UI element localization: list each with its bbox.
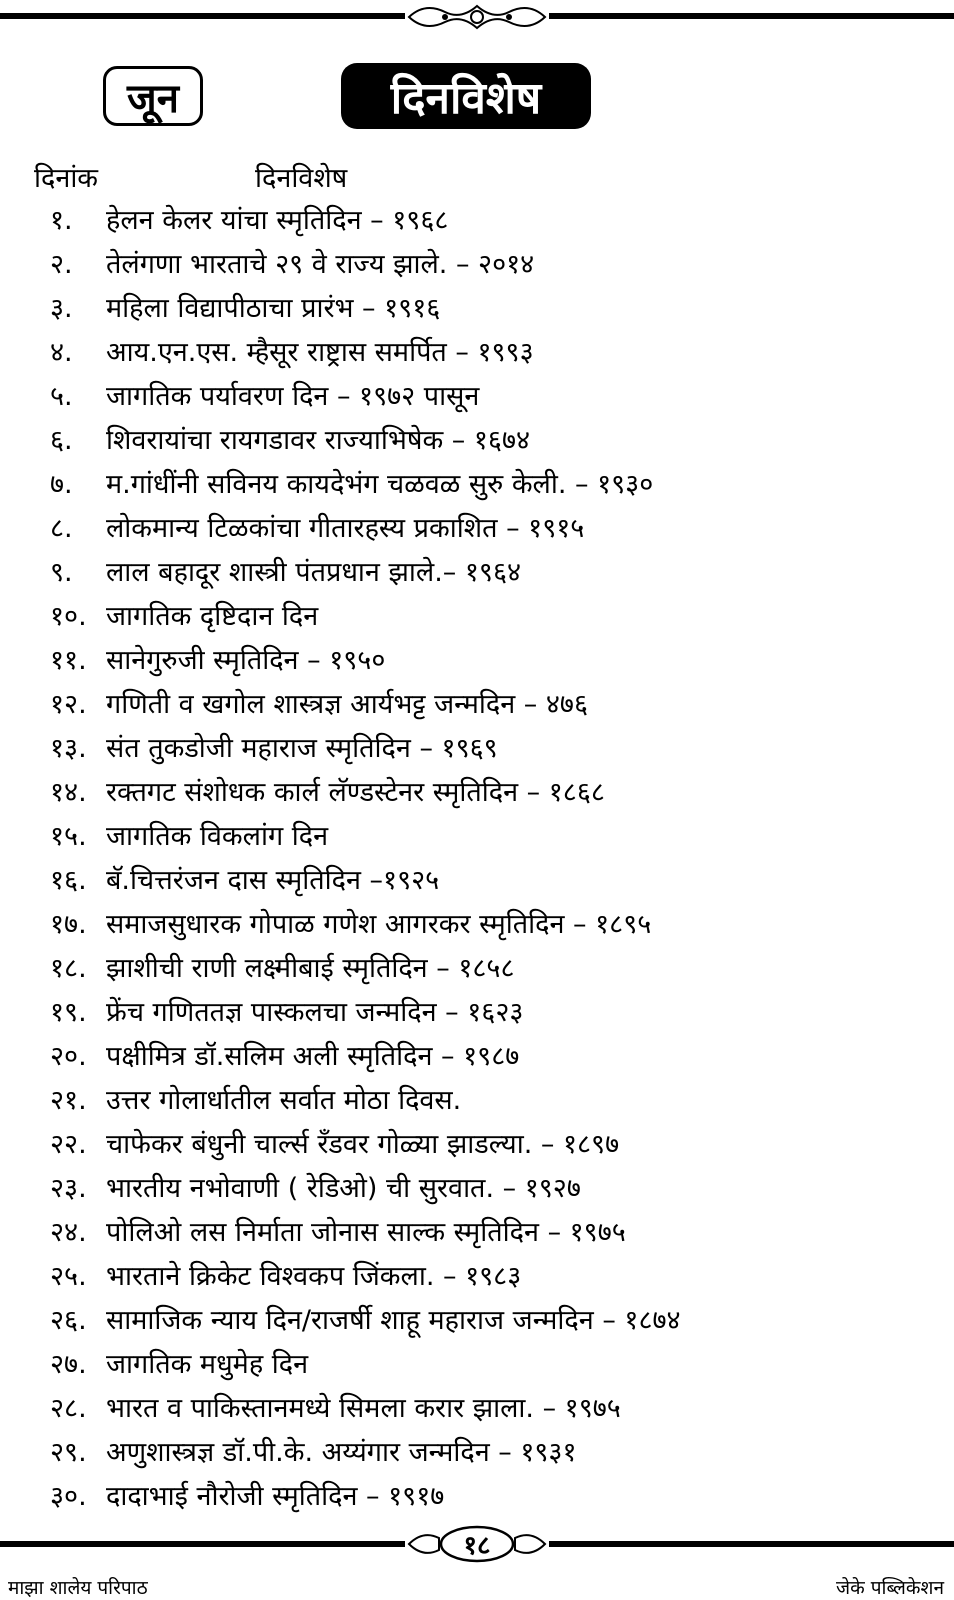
entry-text: सानेगुरुजी स्मृतिदिन – १९५० — [106, 645, 386, 676]
event-list — [50, 199, 930, 1519]
entry-number: १४. — [50, 777, 87, 808]
entry-number: ६. — [50, 425, 73, 456]
entry-number: १०. — [50, 601, 87, 632]
list-item — [50, 639, 930, 683]
entry-number: २. — [50, 249, 73, 280]
entry-number: ४. — [50, 337, 73, 368]
entry-number: १. — [50, 205, 73, 236]
entry-number: २४. — [50, 1217, 87, 1248]
entry-text: भारताने क्रिकेट विश्वकप जिंकला. – १९८३ — [106, 1261, 522, 1292]
entry-number: ७. — [50, 469, 73, 500]
list-item — [50, 1299, 930, 1343]
list-item — [50, 1211, 930, 1255]
entry-text: दादाभाई नौरोजी स्मृतिदिन – १९१७ — [106, 1481, 445, 1512]
list-item — [50, 199, 930, 243]
top-ornament-icon — [405, 0, 549, 34]
page-title — [341, 63, 591, 129]
entry-text: अणुशास्त्रज्ञ डॉ.पी.के. अय्यंगार जन्मदिन – १९३१ — [106, 1437, 577, 1468]
list-item — [50, 683, 930, 727]
entry-number: १९. — [50, 997, 87, 1028]
entry-number: ३. — [50, 293, 73, 324]
entry-text: समाजसुधारक गोपाळ गणेश आगरकर स्मृतिदिन – १८९५ — [106, 909, 652, 940]
entry-number: २९. — [50, 1437, 87, 1468]
entry-text: पक्षीमित्र डॉ.सलिम अली स्मृतिदिन – १९८७ — [106, 1041, 520, 1072]
title-label: दिनविशेष — [390, 73, 542, 124]
list-item — [50, 1475, 930, 1519]
list-item — [50, 991, 930, 1035]
entry-number: २६. — [50, 1305, 87, 1336]
event-column-heading: दिनविशेष — [255, 163, 348, 194]
entry-number: २०. — [50, 1041, 87, 1072]
list-item — [50, 1035, 930, 1079]
entry-number: २८. — [50, 1393, 87, 1424]
entry-text: फ्रेंच गणिततज्ञ पास्कलचा जन्मदिन – १६२३ — [106, 997, 524, 1028]
entry-number: ५. — [50, 381, 73, 412]
entry-number: १२. — [50, 689, 87, 720]
list-item — [50, 375, 930, 419]
list-item — [50, 1079, 930, 1123]
list-item — [50, 1431, 930, 1475]
entry-number: २५. — [50, 1261, 87, 1292]
entry-number: १८. — [50, 953, 87, 984]
entry-text: चाफेकर बंधुनी चार्ल्स रँडवर गोळ्या झाडल्या. – १८९७ — [106, 1129, 620, 1160]
entry-number: २१. — [50, 1085, 87, 1116]
entry-number: ८. — [50, 513, 73, 544]
entry-text: हेलन केलर यांचा स्मृतिदिन – १९६८ — [106, 205, 449, 236]
list-item — [50, 419, 930, 463]
entry-text: जागतिक दृष्टिदान दिन — [106, 601, 319, 632]
page-number: १८ — [463, 1531, 491, 1561]
entry-number: १६. — [50, 865, 87, 896]
entry-text: म.गांधींनी सविनय कायदेभंग चळवळ सुरु केली. – १९३० — [106, 469, 654, 500]
entry-text: जागतिक मधुमेह दिन — [106, 1349, 309, 1380]
list-item — [50, 771, 930, 815]
entry-text: भारत व पाकिस्तानमध्ये सिमला करार झाला. – १९७५ — [106, 1393, 621, 1424]
entry-text: पोलिओ लस निर्माता जोनास साल्क स्मृतिदिन – १९७५ — [106, 1217, 626, 1248]
entry-number: ११. — [50, 645, 87, 676]
entry-text: आय.एन.एस. म्हैसूर राष्ट्रास समर्पित – १९९३ — [106, 337, 534, 368]
entry-number: २७. — [50, 1349, 87, 1380]
entry-text: तेलंगणा भारताचे २९ वे राज्य झाले. – २०१४ — [106, 249, 535, 280]
list-item — [50, 507, 930, 551]
entry-text: रक्तगट संशोधक कार्ल लॅण्डस्टेनर स्मृतिदिन – १८६८ — [106, 777, 605, 808]
list-item — [50, 1167, 930, 1211]
entry-text: झाशीची राणी लक्ष्मीबाई स्मृतिदिन – १८५८ — [106, 953, 515, 984]
list-item — [50, 1123, 930, 1167]
footer-publisher: जेके पब्लिकेशन — [836, 1577, 944, 1599]
list-item — [50, 903, 930, 947]
footer-book-title: माझा शालेय परिपाठ — [8, 1577, 148, 1599]
entry-text: भारतीय नभोवाणी ( रेडिओ) ची सुरवात. – १९२७ — [106, 1173, 581, 1204]
list-item — [50, 463, 930, 507]
entry-text: सामाजिक न्याय दिन/राजर्षी शाहू महाराज जन्मदिन – १८७४ — [106, 1305, 681, 1336]
entry-text: शिवरायांचा रायगडावर राज्याभिषेक – १६७४ — [106, 425, 531, 456]
list-item — [50, 287, 930, 331]
month-label: जून — [127, 75, 179, 122]
entry-number: १७. — [50, 909, 87, 940]
entry-text: बॅ.चित्तरंजन दास स्मृतिदिन –१९२५ — [106, 865, 440, 896]
list-item — [50, 947, 930, 991]
list-item — [50, 815, 930, 859]
entry-text: गणिती व खगोल शास्त्रज्ञ आर्यभट्ट जन्मदिन – ४७६ — [106, 689, 588, 720]
list-item — [50, 1255, 930, 1299]
date-column-heading: दिनांक — [34, 163, 99, 194]
list-item — [50, 243, 930, 287]
entry-number: १३. — [50, 733, 87, 764]
list-item — [50, 1387, 930, 1431]
list-item — [50, 595, 930, 639]
month-badge — [103, 66, 203, 126]
entry-number: १५. — [50, 821, 87, 852]
list-item — [50, 1343, 930, 1387]
entry-number: ९. — [50, 557, 73, 588]
list-item — [50, 727, 930, 771]
entry-text: संत तुकडोजी महाराज स्मृतिदिन – १९६९ — [106, 733, 498, 764]
entry-text: उत्तर गोलार्धातील सर्वात मोठा दिवस. — [106, 1085, 462, 1116]
entry-text: महिला विद्यापीठाचा प्रारंभ – १९१६ — [106, 293, 441, 324]
entry-text: लोकमान्य टिळकांचा गीतारहस्य प्रकाशित – १९१५ — [106, 513, 585, 544]
entry-number: ३०. — [50, 1481, 87, 1512]
list-item — [50, 331, 930, 375]
entry-text: जागतिक पर्यावरण दिन – १९७२ पासून — [106, 381, 480, 412]
entry-number: २२. — [50, 1129, 87, 1160]
entry-text: जागतिक विकलांग दिन — [106, 821, 329, 852]
list-item — [50, 859, 930, 903]
list-item — [50, 551, 930, 595]
entry-text: लाल बहादूर शास्त्री पंतप्रधान झाले.– १९६४ — [106, 557, 522, 588]
entry-number: २३. — [50, 1173, 87, 1204]
